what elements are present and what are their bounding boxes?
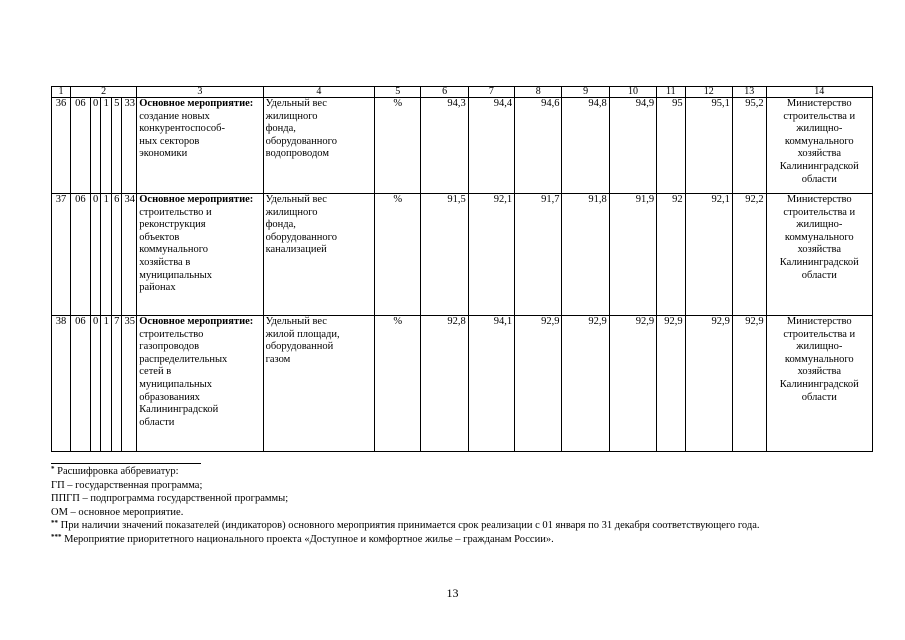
responsible-line: коммунального — [784, 231, 854, 243]
responsible-line: Калининградской — [779, 378, 859, 390]
responsible-line: Министерство — [786, 98, 852, 109]
header-cell: 7 — [468, 87, 514, 98]
responsible-line: жилищно- — [796, 219, 843, 231]
responsible-line: Калининградской — [779, 256, 859, 268]
value-cell: 91,5 — [421, 194, 468, 316]
table-row — [52, 194, 873, 316]
indicators-table — [51, 86, 873, 452]
footnote-line — [51, 479, 881, 493]
responsible-line: Калининградской — [779, 160, 859, 172]
activity-name-line: образованиях — [139, 391, 200, 403]
value-cell: 92 — [657, 194, 685, 316]
indicator-line: газом — [265, 353, 291, 365]
responsible-line: строительства и — [783, 206, 856, 218]
activity-name-cell — [137, 98, 263, 194]
activity-name-line: Калининградской — [139, 404, 219, 416]
value-cell: 92,9 — [732, 316, 766, 452]
responsible-line: жилищно- — [796, 341, 843, 353]
footnote-list — [51, 465, 881, 546]
footnote-line — [51, 519, 881, 533]
header-cell: 3 — [137, 87, 263, 98]
responsible-line: области — [801, 391, 837, 403]
value-cell: 92,9 — [515, 316, 562, 452]
indicator-line: оборудованного — [265, 231, 337, 243]
activity-name-line: создание новых — [139, 110, 210, 122]
value-cell: 92,1 — [468, 194, 514, 316]
footnote-mark: * — [51, 465, 55, 473]
activity-name-line: сетей в — [139, 366, 172, 378]
unit-cell: % — [375, 194, 421, 316]
footnotes — [51, 463, 881, 546]
activity-name-cell — [137, 194, 263, 316]
header-cell: 4 — [263, 87, 375, 98]
unit-cell: % — [375, 98, 421, 194]
indicator-line: Удельный вес — [265, 194, 327, 205]
activity-name-cell — [137, 316, 263, 452]
header-cell: 14 — [766, 87, 872, 98]
indicator-line: Удельный вес — [265, 98, 327, 109]
footnote-mark: *** — [51, 532, 62, 541]
activity-name-line: муниципальных — [139, 378, 212, 390]
footnote-line — [51, 533, 881, 547]
indicator-line: водопроводом — [265, 148, 329, 160]
header-cell: 8 — [515, 87, 562, 98]
value-cell: 92,8 — [421, 316, 468, 452]
footnote-line — [51, 506, 881, 520]
activity-title: Основное мероприятие: — [139, 194, 254, 205]
header-cell: 12 — [685, 87, 732, 98]
value-cell: 92,9 — [609, 316, 656, 452]
code-cell: 06 — [70, 98, 90, 194]
responsible-line: Министерство — [786, 194, 852, 205]
value-cell: 92,9 — [657, 316, 685, 452]
header-cell: 9 — [562, 87, 609, 98]
responsible-cell — [766, 316, 872, 452]
responsible-cell — [766, 98, 872, 194]
unit-cell: % — [375, 316, 421, 452]
header-cell: 2 — [70, 87, 136, 98]
activity-name-line: экономики — [139, 148, 188, 160]
indicator-line: жилищного — [265, 110, 318, 122]
indicator-line: канализацией — [265, 244, 327, 256]
responsible-line: жилищно- — [796, 123, 843, 135]
activity-name-line: муниципальных — [139, 269, 212, 281]
responsible-line: строительства и — [783, 110, 856, 122]
header-cell: 11 — [657, 87, 685, 98]
table-row — [52, 98, 873, 194]
code-cell: 1 — [101, 98, 112, 194]
row-number-cell: 36 — [52, 98, 71, 194]
responsible-line: коммунального — [784, 353, 854, 365]
indicator-cell — [263, 98, 375, 194]
indicator-cell — [263, 316, 375, 452]
indicator-line: Удельный вес — [265, 316, 327, 327]
code-cell: 0 — [90, 316, 101, 452]
responsible-line: строительства и — [783, 328, 856, 340]
activity-name-line: хозяйства в — [139, 256, 191, 268]
value-cell: 92,2 — [732, 194, 766, 316]
footnote-mark: ** — [51, 519, 58, 527]
footnote-text: ППГП – подпрограмма государственной программы; — [51, 493, 289, 504]
page-number: 13 — [446, 586, 459, 600]
value-cell: 91,8 — [562, 194, 609, 316]
responsible-line: области — [801, 269, 837, 281]
value-cell: 91,7 — [515, 194, 562, 316]
value-cell: 94,1 — [468, 316, 514, 452]
table-body — [52, 98, 873, 452]
footnote-text: ОМ – основное мероприятие. — [51, 506, 184, 518]
indicator-line: оборудованной — [265, 341, 334, 353]
footnote-text: Расшифровка аббревиатур: — [57, 466, 179, 477]
code-cell: 0 — [90, 194, 101, 316]
indicator-line: жилищного — [265, 206, 318, 218]
table-header-row — [52, 87, 873, 98]
responsible-line: коммунального — [784, 135, 854, 147]
value-cell: 94,4 — [468, 98, 514, 194]
activity-name-line: строительство и — [139, 206, 212, 218]
value-cell: 95,1 — [685, 98, 732, 194]
code-cell: 35 — [122, 316, 137, 452]
responsible-line: области — [801, 173, 837, 185]
footnote-separator — [51, 463, 201, 464]
header-cell: 6 — [421, 87, 468, 98]
responsible-line: хозяйства — [797, 366, 842, 378]
responsible-line: Министерство — [786, 316, 852, 327]
header-cell: 13 — [732, 87, 766, 98]
value-cell: 94,8 — [562, 98, 609, 194]
code-cell: 33 — [122, 98, 137, 194]
indicator-line: оборудованного — [265, 135, 337, 147]
value-cell: 92,1 — [685, 194, 732, 316]
value-cell: 92,9 — [685, 316, 732, 452]
code-cell: 06 — [70, 194, 90, 316]
value-cell: 94,9 — [609, 98, 656, 194]
activity-name-line: коммунального — [139, 244, 208, 256]
responsible-line: хозяйства — [797, 148, 842, 160]
responsible-cell — [766, 194, 872, 316]
activity-name-line: реконструкция — [139, 219, 206, 231]
header-cell: 10 — [609, 87, 656, 98]
value-cell: 95,2 — [732, 98, 766, 194]
value-cell: 91,9 — [609, 194, 656, 316]
code-cell: 0 — [90, 98, 101, 194]
value-cell: 94,6 — [515, 98, 562, 194]
value-cell: 95 — [657, 98, 685, 194]
activity-title: Основное мероприятие: — [139, 316, 254, 327]
responsible-line: хозяйства — [797, 244, 842, 256]
code-cell: 1 — [101, 316, 112, 452]
value-cell: 92,9 — [562, 316, 609, 452]
table-row — [52, 316, 873, 452]
value-cell: 94,3 — [421, 98, 468, 194]
activity-name-line: газопроводов — [139, 341, 200, 353]
activity-name-line: распределительных — [139, 353, 228, 365]
indicator-line: жилой площади, — [265, 328, 340, 340]
activity-name-line: области — [139, 416, 175, 428]
activity-name-line: конкурентоспособ- — [139, 123, 225, 135]
activity-name-line: объектов — [139, 231, 180, 243]
footnote-text: При наличии значений показателей (индикаторов) основного мероприятия принимается срок реализации с 01 января по 31 декабря соответствующего года. — [60, 520, 760, 531]
footnote-line — [51, 465, 881, 479]
code-cell: 1 — [101, 194, 112, 316]
footnote-text: Мероприятие приоритетного национального проекта «Доступное и комфортное жилье – гражданам России». — [64, 533, 554, 545]
footnote-text: ГП – государственная программа; — [51, 479, 203, 491]
header-cell: 1 — [52, 87, 71, 98]
header-cell: 5 — [375, 87, 421, 98]
activity-name-line: строительство — [139, 328, 204, 340]
footnote-line — [51, 492, 881, 506]
code-cell: 06 — [70, 316, 90, 452]
row-number-cell: 38 — [52, 316, 71, 452]
indicator-cell — [263, 194, 375, 316]
activity-title: Основное мероприятие: — [139, 98, 254, 109]
indicator-line: фонда, — [265, 219, 296, 231]
code-cell: 34 — [122, 194, 137, 316]
code-cell: 7 — [111, 316, 122, 452]
code-cell: 5 — [111, 98, 122, 194]
activity-name-line: ных секторов — [139, 135, 200, 147]
activity-name-line: районах — [139, 282, 176, 294]
row-number-cell: 37 — [52, 194, 71, 316]
code-cell: 6 — [111, 194, 122, 316]
indicator-line: фонда, — [265, 123, 296, 135]
